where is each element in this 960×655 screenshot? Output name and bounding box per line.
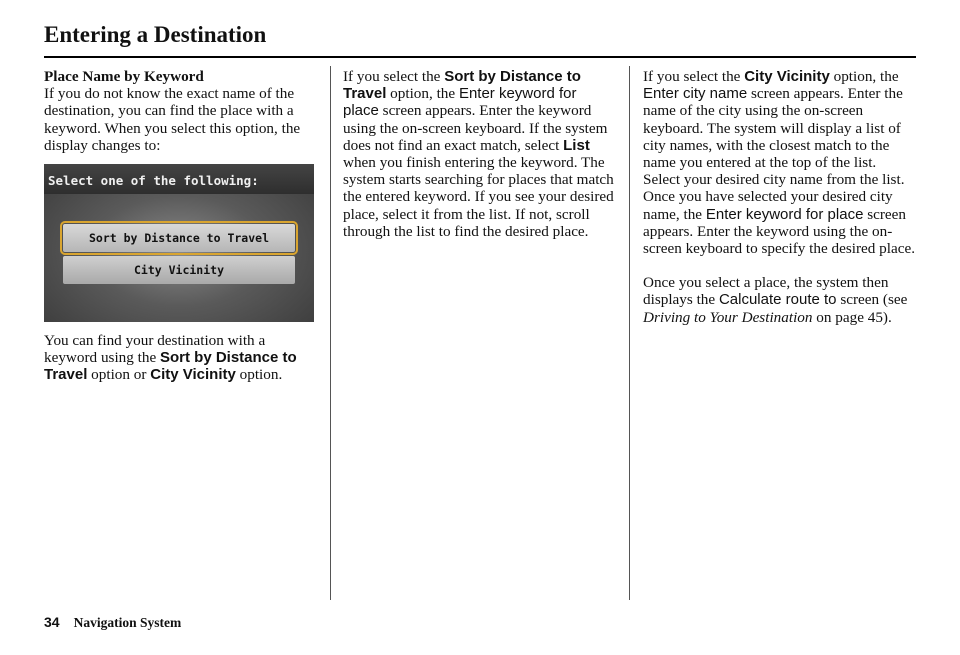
text: screen appears. Enter the keyword using the on-screen keyboard to specify the desired place. <box>643 205 915 258</box>
text: screen appears. Enter the name of the city using the on-screen keyboard. The system will display a list of city names, with the closest match to the name you entered at the top of the list. Select your desired city name from the list. Once you have selected your desired city name, the <box>643 85 905 223</box>
term: City Vicinity <box>150 366 236 384</box>
title-rule <box>44 56 916 58</box>
text: You can find your destination with a keyword using the <box>44 332 266 367</box>
text: when you finish entering the keyword. The system starts searching for places that match the entered keyword. If you see your desired place, select it from the list. If not, scroll through the list to find the desired place. <box>343 154 614 240</box>
nav-screen-image <box>44 164 314 322</box>
sort-by-distance-option: Sort by Distance to Travel <box>63 224 295 252</box>
text: If you select the <box>643 68 745 85</box>
screen-prompt: Select one of the following: <box>48 173 259 189</box>
term: Enter city name <box>643 85 748 103</box>
column-divider <box>629 66 630 600</box>
term: Sort by Distance to Travel <box>343 68 581 103</box>
column-3 <box>643 68 917 326</box>
page-number: 34 <box>44 614 60 630</box>
term: List <box>563 136 590 154</box>
term: Enter keyword for place <box>705 205 864 223</box>
text: on page 45). <box>812 308 892 326</box>
column-1 <box>44 68 316 384</box>
text: screen appears. Enter the keyword using the on-screen keyboard. If the system does not find an exact match, select <box>343 102 608 154</box>
footer-text: Navigation System <box>73 615 182 630</box>
intro-paragraph: If you do not know the exact name of the destination, you can find the place with a keyword. When you select this option, the display changes to: <box>44 85 301 154</box>
paragraph <box>643 68 917 257</box>
page-title: Entering a Destination <box>44 22 267 47</box>
text: screen (see <box>836 291 908 309</box>
term: Calculate route to <box>718 291 837 309</box>
term: Enter keyword for place <box>343 85 577 120</box>
paragraph-gap <box>643 257 917 274</box>
column-divider <box>330 66 331 600</box>
paragraph <box>44 332 316 384</box>
text: option, the <box>829 68 899 85</box>
text: option, the <box>386 85 459 103</box>
paragraph <box>643 274 917 326</box>
text: option. <box>235 366 283 384</box>
section-heading: Place Name by Keyword <box>44 68 204 85</box>
page-footer <box>44 614 181 631</box>
screen-header <box>44 164 314 194</box>
text: Once you select a place, the system then displays the <box>643 274 889 309</box>
city-vicinity-option: City Vicinity <box>63 256 295 284</box>
text: option or <box>87 366 151 384</box>
term: City Vicinity <box>744 68 830 85</box>
text: If you select the <box>343 68 445 85</box>
term: Sort by Distance to Travel <box>44 349 297 384</box>
column-2 <box>343 68 615 240</box>
cross-reference[interactable]: Driving to Your Destination <box>643 308 813 326</box>
paragraph <box>343 68 615 240</box>
